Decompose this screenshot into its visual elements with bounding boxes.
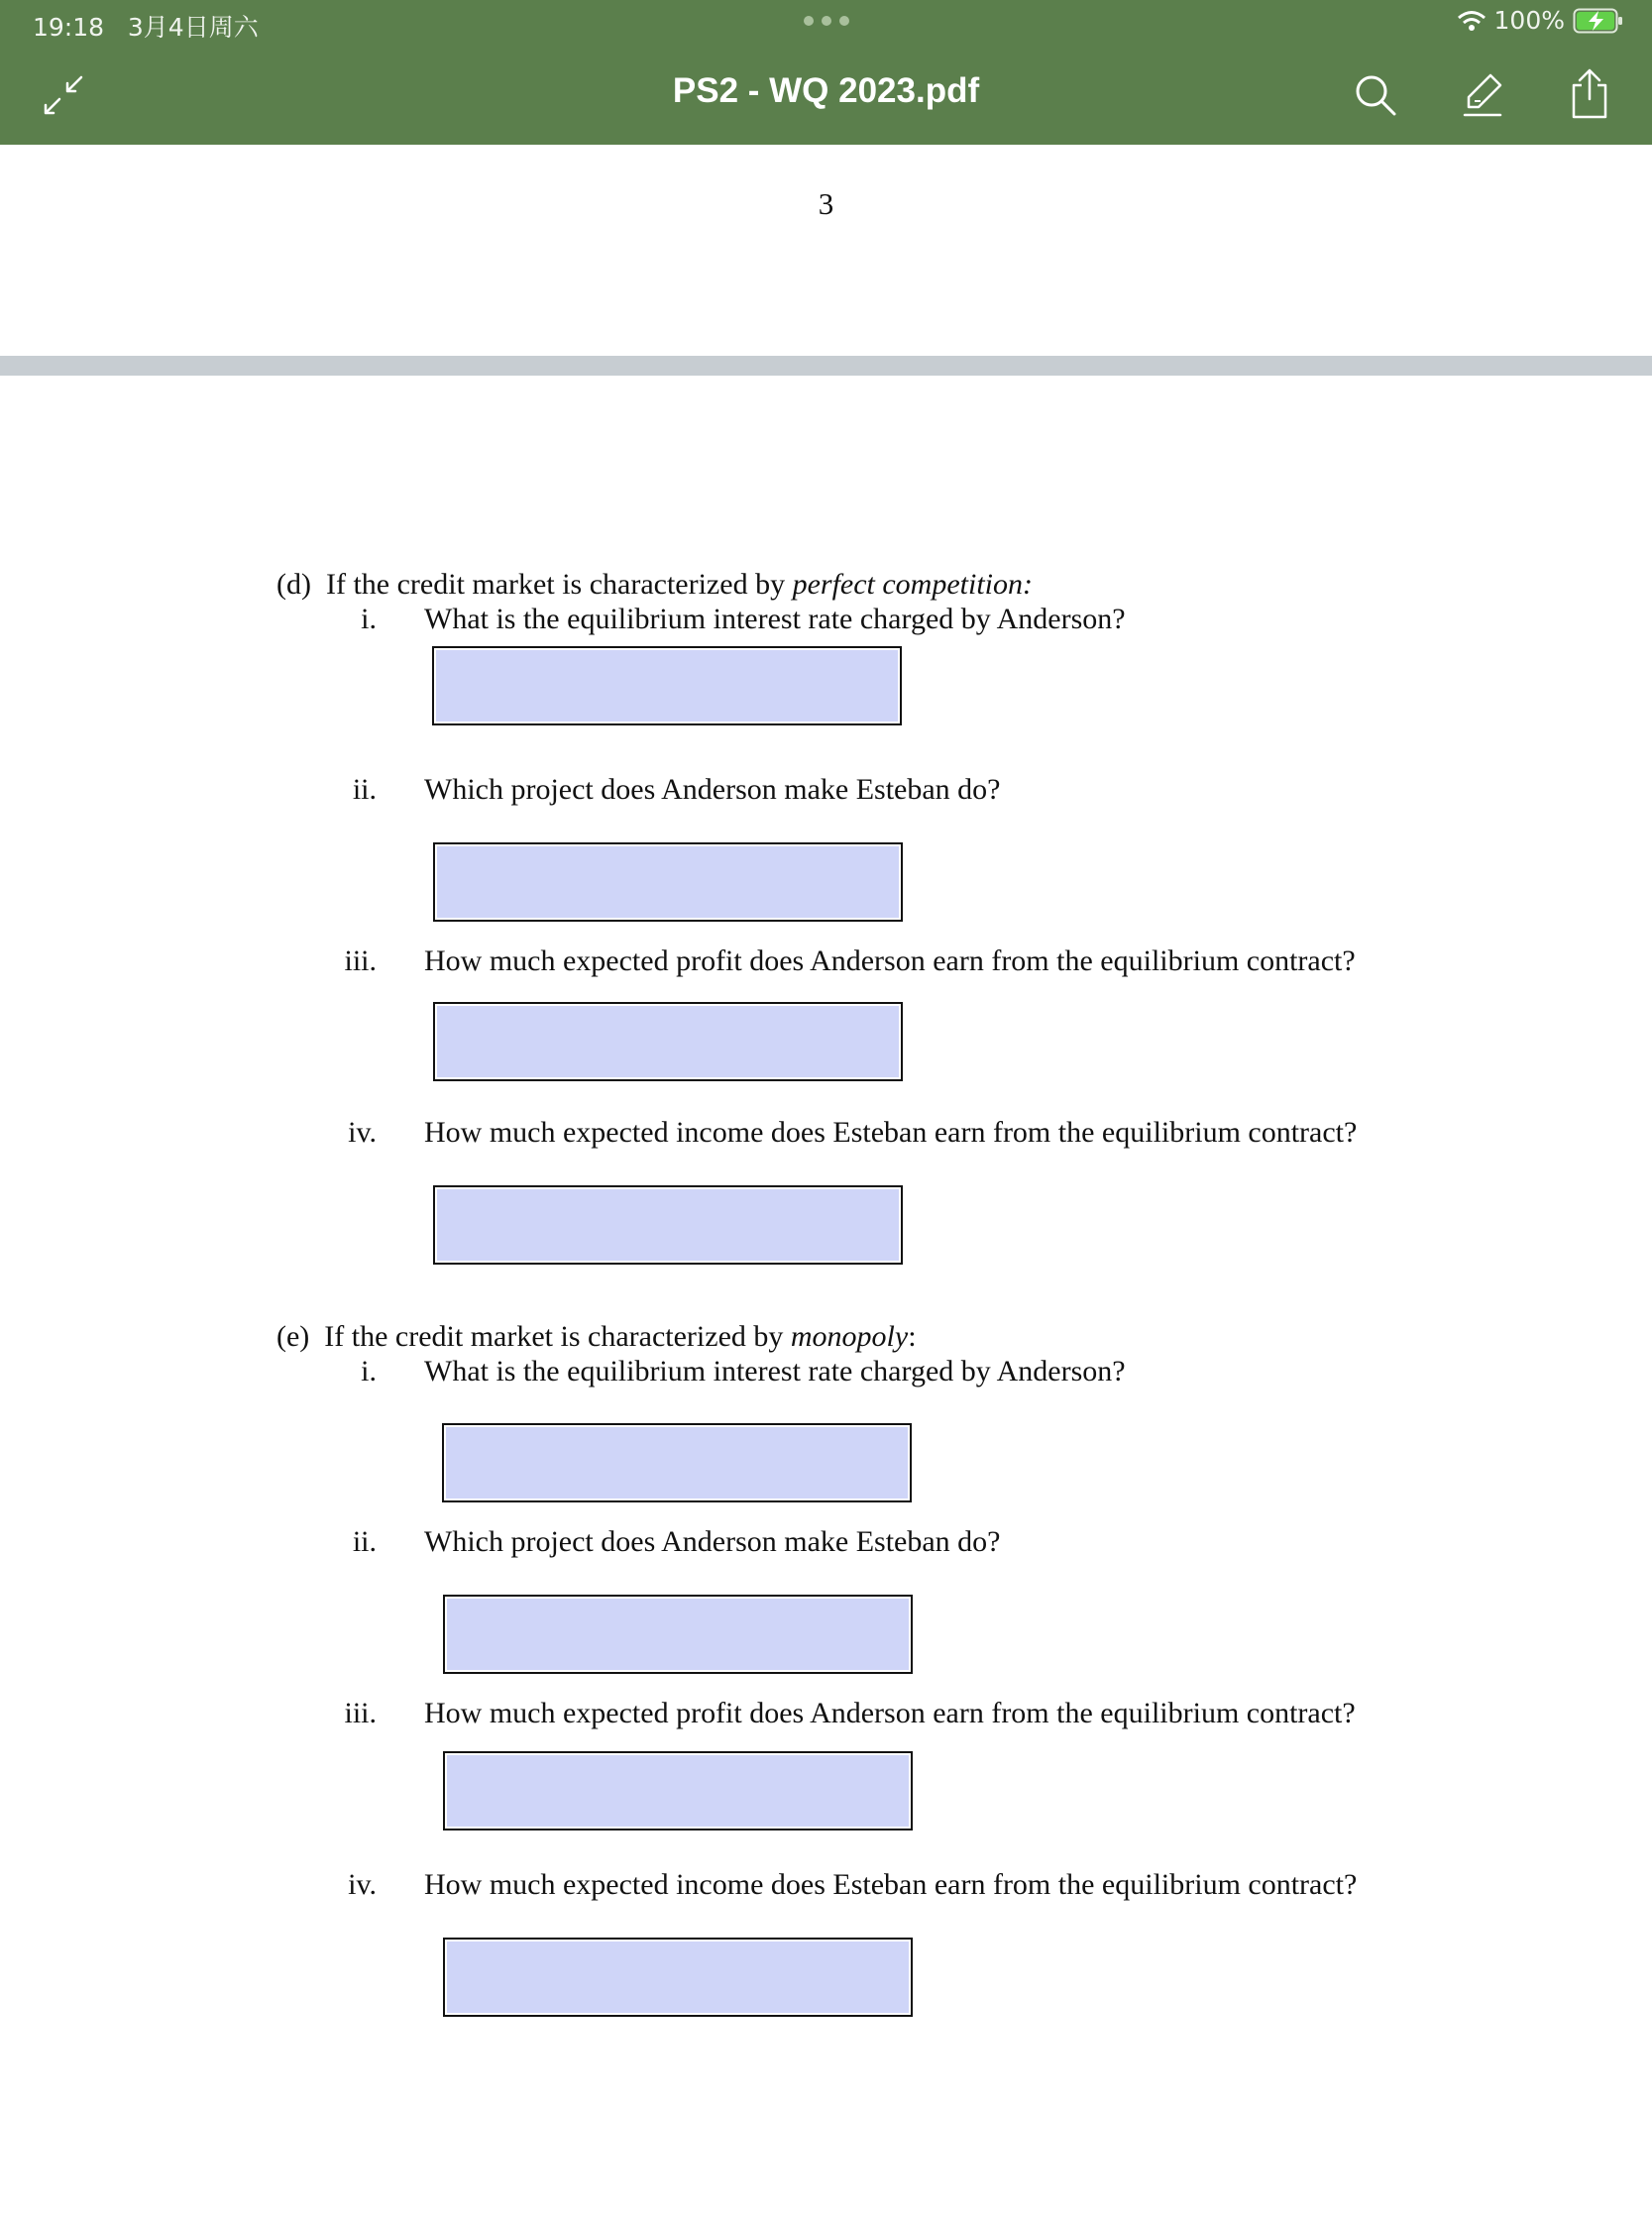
- status-indicators: [1457, 6, 1624, 35]
- section-d-heading: (d) If the credit market is characterized by perfect competition:: [276, 568, 1033, 601]
- answer-field-e-iv[interactable]: [443, 1938, 913, 2017]
- answer-field-d-i[interactable]: [432, 646, 902, 725]
- question-numeral: i.: [361, 603, 377, 635]
- question-numeral: iv.: [348, 1116, 377, 1149]
- question-text: How much expected income does Esteban earn from the equilibrium contract?: [424, 1868, 1358, 1901]
- answer-field-d-ii[interactable]: [433, 842, 903, 922]
- question-text: How much expected income does Esteban earn from the equilibrium contract?: [424, 1116, 1358, 1149]
- question-numeral: ii.: [352, 1525, 377, 1558]
- battery-charging-icon: [1573, 7, 1624, 35]
- question-text: Which project does Anderson make Esteban do?: [424, 1525, 1001, 1558]
- annotate-pen-icon[interactable]: [1461, 71, 1504, 119]
- answer-field-d-iv[interactable]: [433, 1185, 903, 1265]
- question-numeral: i.: [361, 1355, 377, 1387]
- share-icon[interactable]: [1568, 67, 1611, 121]
- document-title: PS2 - WQ 2023.pdf: [672, 71, 980, 110]
- status-time: [33, 8, 259, 44]
- page-number: 3: [818, 186, 834, 221]
- multitasking-dots-icon[interactable]: [804, 16, 849, 28]
- page-separator: [0, 356, 1652, 376]
- answer-field-e-i[interactable]: [442, 1423, 912, 1502]
- top-toolbar: [0, 0, 1652, 145]
- answer-field-e-ii[interactable]: [443, 1595, 913, 1674]
- battery-percentage: 100%: [1493, 6, 1565, 35]
- question-numeral: iii.: [344, 944, 377, 977]
- question-text: How much expected profit does Anderson earn from the equilibrium contract?: [424, 1697, 1356, 1729]
- question-numeral: iii.: [344, 1697, 377, 1729]
- question-text: What is the equilibrium interest rate charged by Anderson?: [424, 1355, 1126, 1387]
- question-text: Which project does Anderson make Esteban do?: [424, 773, 1001, 806]
- question-text: What is the equilibrium interest rate charged by Anderson?: [424, 603, 1126, 635]
- answer-field-d-iii[interactable]: [433, 1002, 903, 1081]
- status-date: 3月4日周六: [127, 13, 259, 42]
- wifi-icon: [1457, 10, 1487, 32]
- question-numeral: ii.: [352, 773, 377, 806]
- question-numeral: iv.: [348, 1868, 377, 1901]
- search-icon[interactable]: [1354, 73, 1397, 117]
- status-clock: 19:18: [33, 13, 105, 42]
- section-e-heading: (e) If the credit market is characterized by monopoly:: [276, 1320, 917, 1353]
- answer-field-e-iii[interactable]: [443, 1751, 913, 1831]
- question-text: How much expected profit does Anderson earn from the equilibrium contract?: [424, 944, 1356, 977]
